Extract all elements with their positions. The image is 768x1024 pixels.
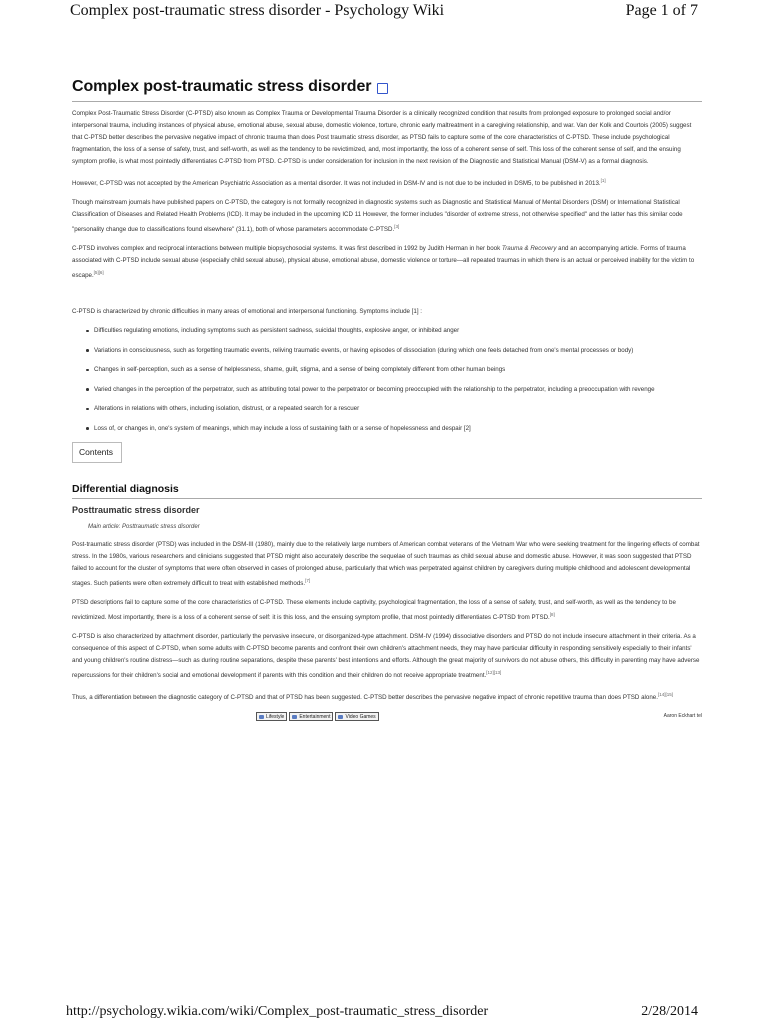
list-item: Difficulties regulating emotions, including symptoms such as persistent sadness, suicidal thoughts, explosive anger, or inhibited anger	[86, 325, 702, 337]
reference-link[interactable]: [14][15]	[657, 692, 673, 698]
list-item: Loss of, or changes in, one's system of meanings, which may include a loss of sustaining faith or a sense of hopelessness and despair [2]	[86, 423, 702, 435]
list-item: Variations in consciousness, such as forgetting traumatic events, reliving traumatic events, or having episodes of dissociation (during which one feels detached from one's mental processes or body)	[86, 345, 702, 357]
reference-link[interactable]: [7]	[305, 578, 311, 584]
folder-icon	[338, 715, 343, 719]
symptoms-intro: C-PTSD is characterized by chronic difficulties in many areas of emotional and interpersonal functioning. Symptoms include [1] :	[72, 308, 422, 316]
print-page-number: Page 1 of 7	[625, 2, 698, 19]
category-bar	[72, 712, 702, 726]
article-content	[72, 78, 702, 726]
intro-paragraph-1: Complex Post-Traumatic Stress Disorder (C-PTSD) also known as Complex Trauma or Developmental Trauma Disorder is a clinically recognized condition that results from prolonged exposure to prolonged social and/or interpersonal trauma, including instances of physical abuse, emotional abuse, sexual abuse, domestic violence, torture, chronic early maltreatment in a caregiving relationship, and war. Van der Kolk and Courtois (2005) suggest that C-PTSD better describes the pervasive negative impact of chronic trauma than does Post traumatic stress disorder, as PTSD fails to capture some of the core characteristics of C-PTSD. These include psychological fragmentation, the loss of a sense of safety, trust, and self-worth, as well as the tendency to be revictimized, and, most importantly, the loss of a coherent sense of self. This loss of the coherent sense of self, and the ensuing symptom profile, is what most pointedly differentiates C-PTSD from PTSD. C-PTSD is under consideration for inclusion in the next revision of the Diagnostic and Statistical Manual (DSM-V) as a formal diagnosis.	[72, 110, 692, 165]
herman-paragraph: C-PTSD involves complex and reciprocal interactions between multiple biopsychosocial systems. It was first described in 1992 by Judith Herman in her book Trauma & Recovery and an accompanying article. Forms of trauma associated with C-PTSD include sexual abuse (especially child sexual abuse), physical abuse, emotional abuse, domestic violence or torture—all repeated traumas in which there is an actual or perceived inability for the victim to escape.[5][6]	[72, 245, 695, 280]
ptsd-paragraph-3: C-PTSD is also characterized by attachment disorder, particularly the pervasive insecure, or disorganized-type attachment. DSM-IV (1994) dissociative disorders and PTSD do not include insecure attachment in their criteria. As a consequence of this aspect of C-PTSD, when some adults with C-PTSD become parents and confront their own children's attachment needs, they may have particular difficulty in responding sensitively especially to their infants' and young children's routine distress—such as during routine separations, despite these parents' best intentions and efforts. Although the great majority of survivors do not abuse others, this difficulty in parenting may have adverse repercussions for their children's social and emotional development if parents with this condition and their children do not receive appropriate treatment.[12][13]	[72, 633, 700, 680]
section-title: Differential diagnosis	[72, 483, 702, 499]
main-article-link[interactable]: Main article: Posttraumatic stress disorder	[88, 524, 200, 531]
ptsd-paragraph-1: Post-traumatic stress disorder (PTSD) was included in the DSM-III (1980), mainly due to the relatively large numbers of American combat veterans of the Vietnam War who were seeking treatment for the lingering effects of combat stress. In the 1980s, various researchers and clinicians suggested that PTSD might also accurately describe the sequelae of such traumas as child sexual abuse and domestic abuse. However, it was soon suggested that PTSD failed to account for the cluster of symptoms that were often observed in cases of prolonged abuse, particularly that which was perpetrated against children by caregivers during multiple childhood and adolescent developmental stages. Such patients were often extremely difficult to treat with established methods.[7]	[72, 541, 700, 588]
related-link[interactable]: Aaron Eckhart tel	[663, 713, 702, 720]
list-item: Alterations in relations with others, including isolation, distrust, or a repeated search for a rescuer	[86, 403, 702, 415]
reference-link[interactable]: [5][6]	[93, 270, 104, 276]
reference-link[interactable]: [1]	[600, 178, 606, 183]
list-item: Varied changes in the perception of the perpetrator, such as attributing total power to the perpetrator or becoming preoccupied with the relationship to the perpetrator, including a preoccupation with revenge	[86, 384, 702, 396]
category-link-entertainment[interactable]: Entertainment	[289, 712, 333, 721]
reference-link[interactable]: [3]	[394, 224, 400, 230]
subsection-title: Posttraumatic stress disorder	[72, 505, 200, 516]
book-title: Trauma & Recovery	[501, 245, 557, 253]
page-title: Complex post-traumatic stress disorder	[72, 78, 372, 95]
ptsd-paragraph-4: Thus, a differentiation between the diagnostic category of C-PTSD and that of PTSD has been suggested. C-PTSD better describes the pervasive negative impact of chronic repetitive trauma than does PTSD alone.[14][15]	[72, 692, 673, 702]
symptom-list	[72, 325, 702, 434]
print-footer-url: http://psychology.wikia.com/wiki/Complex_post-traumatic_stress_disorder	[66, 1004, 489, 1019]
folder-icon	[292, 715, 297, 719]
edit-icon[interactable]	[377, 83, 388, 94]
reference-link[interactable]: [8]	[549, 612, 555, 618]
category-link-lifestyle[interactable]: Lifestyle	[256, 712, 287, 721]
page-title-row	[72, 78, 702, 102]
print-footer-date: 2/28/2014	[641, 1004, 698, 1019]
category-links	[256, 712, 379, 721]
ptsd-paragraph-2: PTSD descriptions fail to capture some of the core characteristics of C-PTSD. These elements include captivity, psychological fragmentation, the loss of a sense of safety, trust, and self-worth, as well as the tendency to be revictimized. Most importantly, there is a loss of a coherent sense of self: it is this loss, and the ensuing symptom profile, that most pointedly differentiates C-PTSD from PTSD.[8]	[72, 599, 676, 622]
category-link-video-games[interactable]: Video Games	[335, 712, 378, 721]
reference-link[interactable]: [12][13]	[486, 670, 502, 676]
intro-paragraph-3: Though mainstream journals have published papers on C-PTSD, the category is not formally recognized in diagnostic systems such as Diagnostic and Statistical Manual of Mental Disorders (DSM) or International Statistical Classification of Diseases and Related Health Problems (ICD). It may be included in the upcoming ICD 11 However, the former includes "disorder of extreme stress, not otherwise specified" and the latter has this similar code "personality change due to classifications found elsewhere" (31.1), both of whose parameters accommodate C-PTSD.[3]	[72, 199, 683, 234]
print-header	[0, 0, 768, 30]
list-item: Changes in self-perception, such as a sense of helplessness, shame, guilt, stigma, and a sense of being completely different from other human beings	[86, 364, 702, 376]
intro-paragraph-2: However, C-PTSD was not accepted by the American Psychiatric Association as a mental disorder. It was not included in DSM-IV and is not due to be included in DSM5, to be published in 2013.[1]	[72, 178, 606, 188]
folder-icon	[259, 715, 264, 719]
table-of-contents-toggle[interactable]: Contents	[72, 442, 122, 463]
print-header-title: Complex post-traumatic stress disorder - Psychology Wiki	[70, 2, 445, 19]
print-footer	[0, 1004, 768, 1024]
